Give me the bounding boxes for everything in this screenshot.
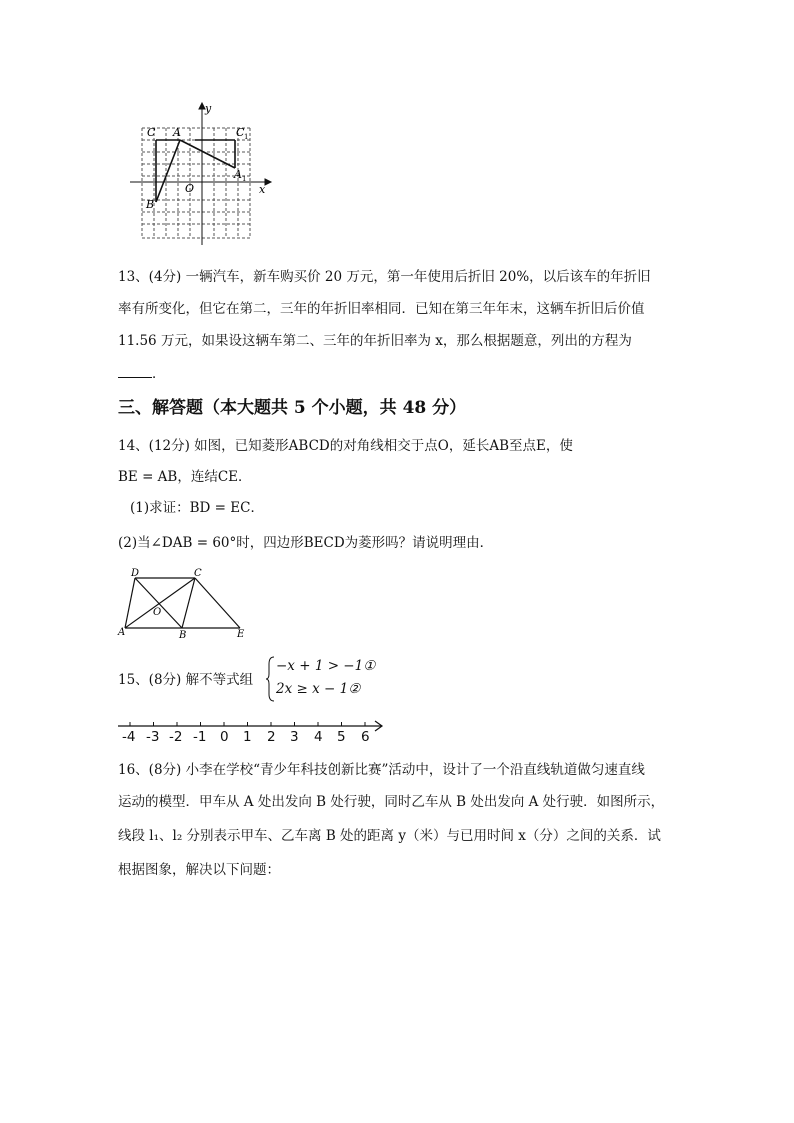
q13-line3: 11.56 万元，如果设这辆车第二、三年的年折旧率为 x，那么根据题意，列出的方程为 xyxy=(118,333,632,349)
tick-label: 5 xyxy=(337,729,346,745)
inequality-2: 2x ≥ x − 1② xyxy=(276,681,361,697)
q13-line1: 13、(4分) 一辆汽车，新车购买价 20 万元，第一年使用后折旧 20%，以后该车的年折旧 xyxy=(118,269,651,285)
fig-label-C: C xyxy=(194,568,202,579)
tick-label: -4 xyxy=(122,729,136,745)
system-brace xyxy=(266,656,276,702)
q13-end-mark: ． xyxy=(152,366,166,382)
label-O: O xyxy=(185,182,195,195)
coordinate-grid-figure xyxy=(125,100,275,250)
tick-label: 0 xyxy=(220,729,229,745)
q15-prefix: 15、(8分) 解不等式组 xyxy=(118,672,254,688)
q13-answer-line xyxy=(118,363,166,384)
fig-label-O: O xyxy=(153,607,162,618)
tick-label: 1 xyxy=(243,729,252,745)
inequality-1: −x + 1 > −1① xyxy=(276,658,376,674)
tick-label: -3 xyxy=(146,729,160,745)
rhombus-figure xyxy=(115,565,255,640)
grid-lines xyxy=(142,128,250,238)
q16-line3: 线段 l₁、l₂ 分别表示甲车、乙车离 B 处的距离 y（米）与已用时间 x（分）之间的关系．试 xyxy=(118,828,661,844)
label-x: x xyxy=(259,183,266,196)
fig-label-A: A xyxy=(118,627,126,638)
tick-label: 3 xyxy=(290,729,299,745)
tick-label: -2 xyxy=(169,729,183,745)
q14-line2: BE = AB，连结CE． xyxy=(118,469,252,485)
q14-line1: 14、(12分) 如图，已知菱形ABCD的对角线相交于点O，延长AB至点E，使 xyxy=(118,438,573,454)
tick-label: 2 xyxy=(267,729,276,745)
label-A1-sub: 1 xyxy=(242,175,247,183)
q13-line2: 率有所变化，但它在第二，三年的年折旧率相同．已知在第三年年末，这辆车折旧后价值 xyxy=(118,301,645,317)
label-C1-sub: 1 xyxy=(244,133,249,141)
figure-segments xyxy=(156,140,235,202)
fig-label-D: D xyxy=(131,568,140,579)
label-B: B xyxy=(146,198,155,211)
fig-label-B: B xyxy=(179,630,187,640)
q14-part1: (1)求证：BD = EC． xyxy=(130,500,264,516)
label-C: C xyxy=(147,126,156,139)
q14-part2: (2)当∠DAB = 60°时，四边形BECD为菱形吗？请说明理由． xyxy=(118,535,494,551)
label-A1: A xyxy=(234,168,242,181)
tick-label: -1 xyxy=(193,729,207,745)
q16-line2: 运动的模型．甲车从 A 处出发向 B 处行驶，同时乙车从 B 处出发向 A 处行驶．如图所示， xyxy=(118,794,665,810)
q16-line1: 16、(8分) 小李在学校“青少年科技创新比赛”活动中，设计了一个沿直线轨道做匀速直线 xyxy=(118,762,645,778)
section-title: 三、解答题（本大题共 5 个小题，共 48 分） xyxy=(118,398,467,418)
label-A: A xyxy=(173,126,181,139)
fig-label-E: E xyxy=(237,629,245,640)
label-C1: C xyxy=(236,126,245,139)
tick-label: 4 xyxy=(314,729,323,745)
label-y: y xyxy=(205,102,212,115)
answer-blank[interactable] xyxy=(118,363,152,378)
q16-line4: 根据图象，解决以下问题： xyxy=(118,862,280,878)
tick-label: 6 xyxy=(361,729,370,745)
